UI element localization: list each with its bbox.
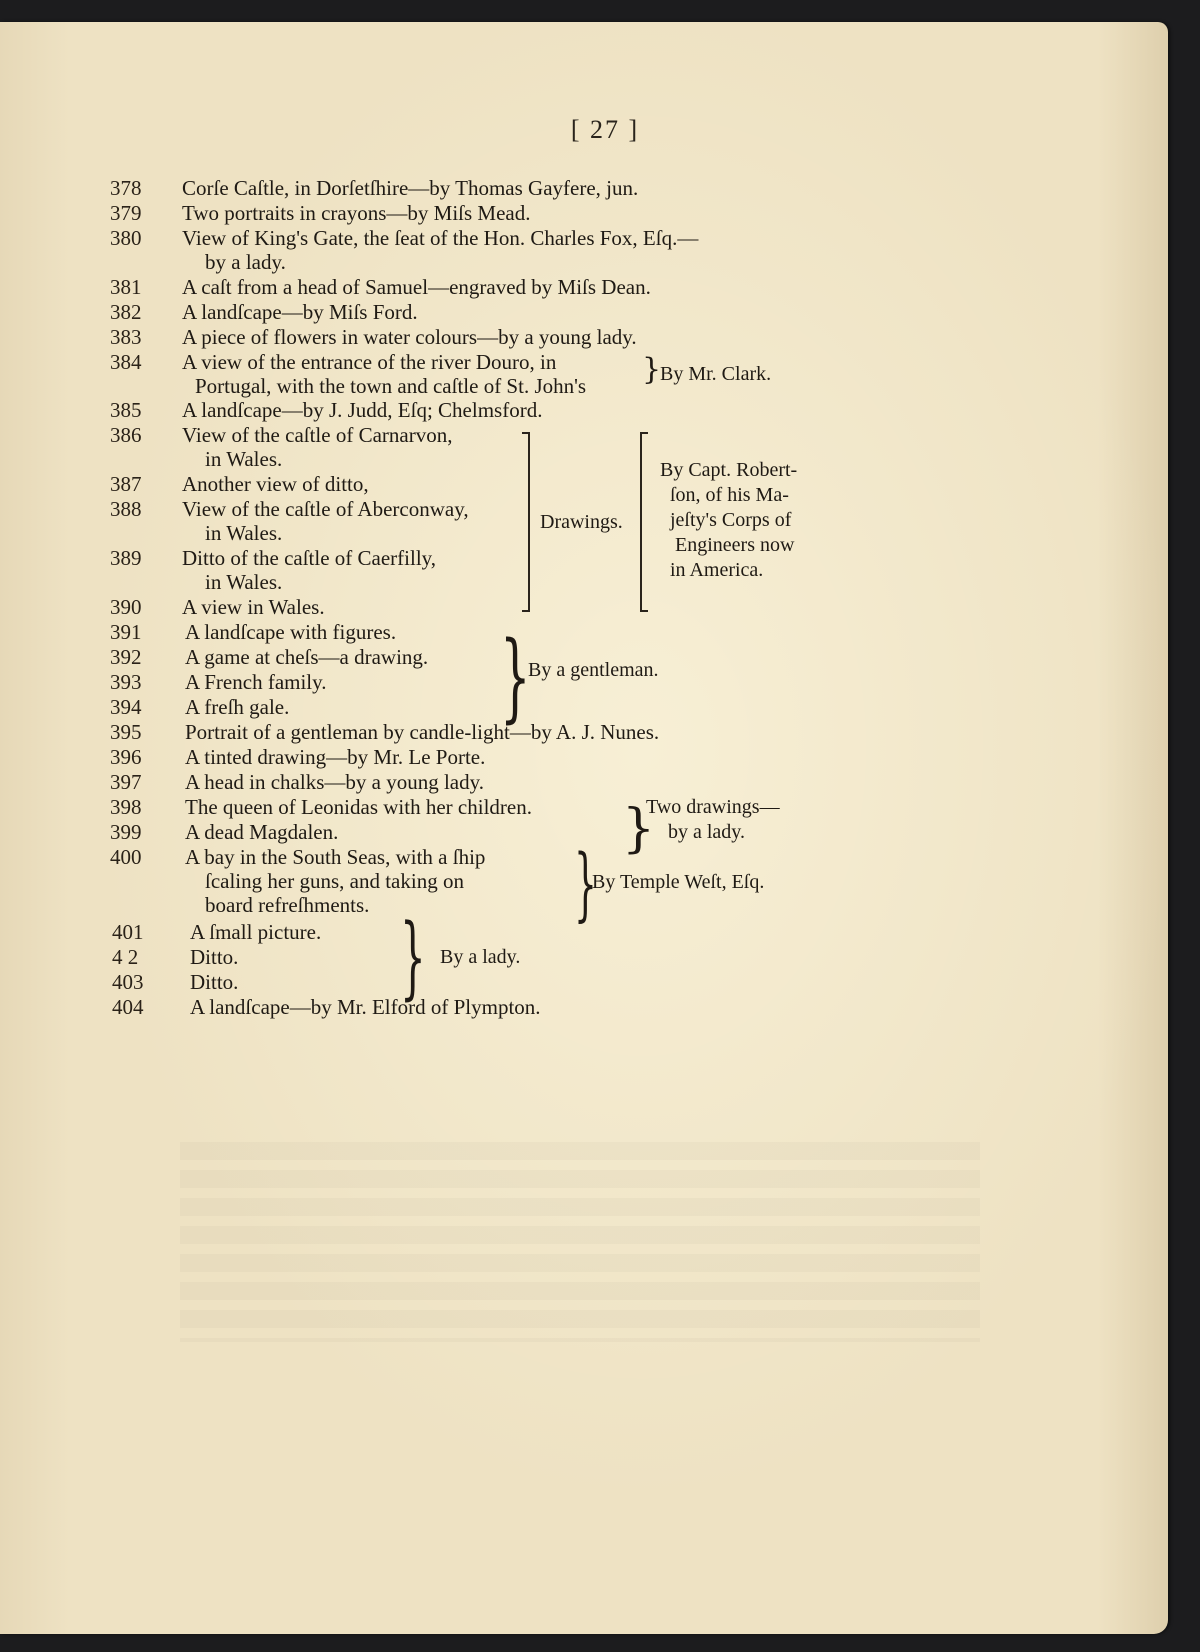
entry-number: 385 bbox=[110, 398, 142, 422]
entry-text: A freſh gale. bbox=[185, 695, 290, 719]
entry-number: 394 bbox=[110, 695, 142, 719]
attribution-drawings: Drawings. bbox=[540, 511, 623, 533]
entry-number: 400 bbox=[110, 845, 142, 869]
entry-number: 393 bbox=[110, 670, 142, 694]
brace-clark: } bbox=[642, 352, 662, 387]
entry-text: A view in Wales. bbox=[182, 595, 325, 619]
entry-text: A tinted drawing—by Mr. Le Porte. bbox=[185, 745, 486, 769]
entry-number: 401 bbox=[112, 920, 144, 944]
entry-text: View of the caſtle of Aberconway, bbox=[182, 497, 469, 521]
entry-number: 384 bbox=[110, 350, 142, 374]
entry-text: A game at cheſs—a drawing. bbox=[185, 645, 429, 669]
entry-number: 399 bbox=[110, 820, 142, 844]
entry-text: The queen of Leonidas with her children. bbox=[185, 795, 532, 819]
entry-number: 378 bbox=[110, 176, 142, 200]
entry-number: 383 bbox=[110, 325, 142, 349]
brace-gentleman: } bbox=[500, 621, 531, 733]
brace-two-drawings: } bbox=[622, 799, 656, 859]
entry-text: Ditto. bbox=[190, 945, 239, 969]
entry-number: 4 2 bbox=[112, 945, 139, 969]
attribution-two-drawings-line1: Two drawings— bbox=[646, 796, 780, 818]
attribution-two-drawings-line2: by a lady. bbox=[668, 821, 746, 843]
entry-text-continuation: board refreſhments. bbox=[205, 893, 370, 917]
entry-text-continuation: in Wales. bbox=[205, 447, 283, 471]
entry-text: A view of the entrance of the river Douro, in bbox=[182, 350, 557, 374]
entry-number: 386 bbox=[110, 423, 142, 447]
entry-number: 387 bbox=[110, 472, 142, 496]
entry-text: A ſmall picture. bbox=[190, 920, 322, 944]
entry-number: 391 bbox=[110, 620, 142, 644]
entry-number: 390 bbox=[110, 595, 142, 619]
bleed-through-text bbox=[180, 1142, 980, 1342]
bracket-robertson bbox=[640, 432, 648, 612]
entry-number: 380 bbox=[110, 226, 142, 250]
attribution-gentleman: By a gentleman. bbox=[528, 659, 659, 681]
entry-text: Corſe Caſtle, in Dorſetſhire—by Thomas Gayfere, jun. bbox=[182, 176, 639, 200]
attribution-clark: By Mr. Clark. bbox=[660, 363, 772, 385]
attribution-lady: By a lady. bbox=[440, 946, 521, 968]
entry-text: Ditto. bbox=[190, 970, 239, 994]
entry-number: 404 bbox=[112, 995, 144, 1019]
attribution-west: By Temple Weſt, Eſq. bbox=[592, 871, 765, 893]
entry-text: A landſcape—by Miſs Ford. bbox=[182, 300, 418, 324]
brace-west: } bbox=[574, 837, 597, 930]
entry-text: A piece of flowers in water colours—by a young lady. bbox=[182, 325, 637, 349]
entry-text-continuation: in Wales. bbox=[205, 570, 283, 594]
attribution-robertson-line2: ſon, of his Ma- bbox=[670, 484, 789, 506]
entry-text-continuation: in Wales. bbox=[205, 521, 283, 545]
entry-text: A caſt from a head of Samuel—engraved by Miſs Dean. bbox=[182, 275, 651, 299]
book-page bbox=[0, 22, 1168, 1634]
bracket-drawings bbox=[522, 432, 530, 612]
entry-text: View of King's Gate, the ſeat of the Hon. Charles Fox, Eſq.— bbox=[182, 226, 699, 250]
entry-number: 397 bbox=[110, 770, 142, 794]
entry-number: 381 bbox=[110, 275, 142, 299]
entry-number: 389 bbox=[110, 546, 142, 570]
entry-text: Ditto of the caſtle of Caerfilly, bbox=[182, 546, 437, 570]
entry-text: View of the caſtle of Carnarvon, bbox=[182, 423, 453, 447]
attribution-robertson-line1: By Capt. Robert- bbox=[660, 459, 798, 481]
entry-text: Another view of ditto, bbox=[182, 472, 369, 496]
entry-text: A head in chalks—by a young lady. bbox=[185, 770, 484, 794]
entry-text: A landſcape—by Mr. Elford of Plympton. bbox=[190, 995, 541, 1019]
entry-text-continuation: by a lady. bbox=[205, 250, 286, 274]
entry-text: A landſcape—by J. Judd, Eſq; Chelmsford. bbox=[182, 398, 543, 422]
page-number: [ 27 ] bbox=[570, 115, 640, 144]
entry-text: A landſcape with figures. bbox=[185, 620, 397, 644]
attribution-robertson-line4: Engineers now bbox=[675, 534, 795, 556]
entry-number: 388 bbox=[110, 497, 142, 521]
entry-text: A dead Magdalen. bbox=[185, 820, 339, 844]
entry-text: A bay in the South Seas, with a ſhip bbox=[185, 845, 486, 869]
attribution-robertson-line5: in America. bbox=[670, 559, 764, 581]
entry-text-continuation: Portugal, with the town and caſtle of St. John's bbox=[195, 374, 587, 398]
brace-lady: } bbox=[400, 905, 426, 1010]
attribution-robertson-line3: jeſty's Corps of bbox=[670, 509, 792, 531]
entry-text: A French family. bbox=[185, 670, 327, 694]
entry-number: 392 bbox=[110, 645, 142, 669]
entry-number: 396 bbox=[110, 745, 142, 769]
entry-number: 382 bbox=[110, 300, 142, 324]
entry-number: 395 bbox=[110, 720, 142, 744]
entry-number: 379 bbox=[110, 201, 142, 225]
entry-number: 398 bbox=[110, 795, 142, 819]
entry-text-continuation: ſcaling her guns, and taking on bbox=[205, 869, 464, 893]
entry-number: 403 bbox=[112, 970, 144, 994]
entry-text: Portrait of a gentleman by candle-light—by A. J. Nunes. bbox=[185, 720, 660, 744]
entry-text: Two portraits in crayons—by Miſs Mead. bbox=[182, 201, 531, 225]
